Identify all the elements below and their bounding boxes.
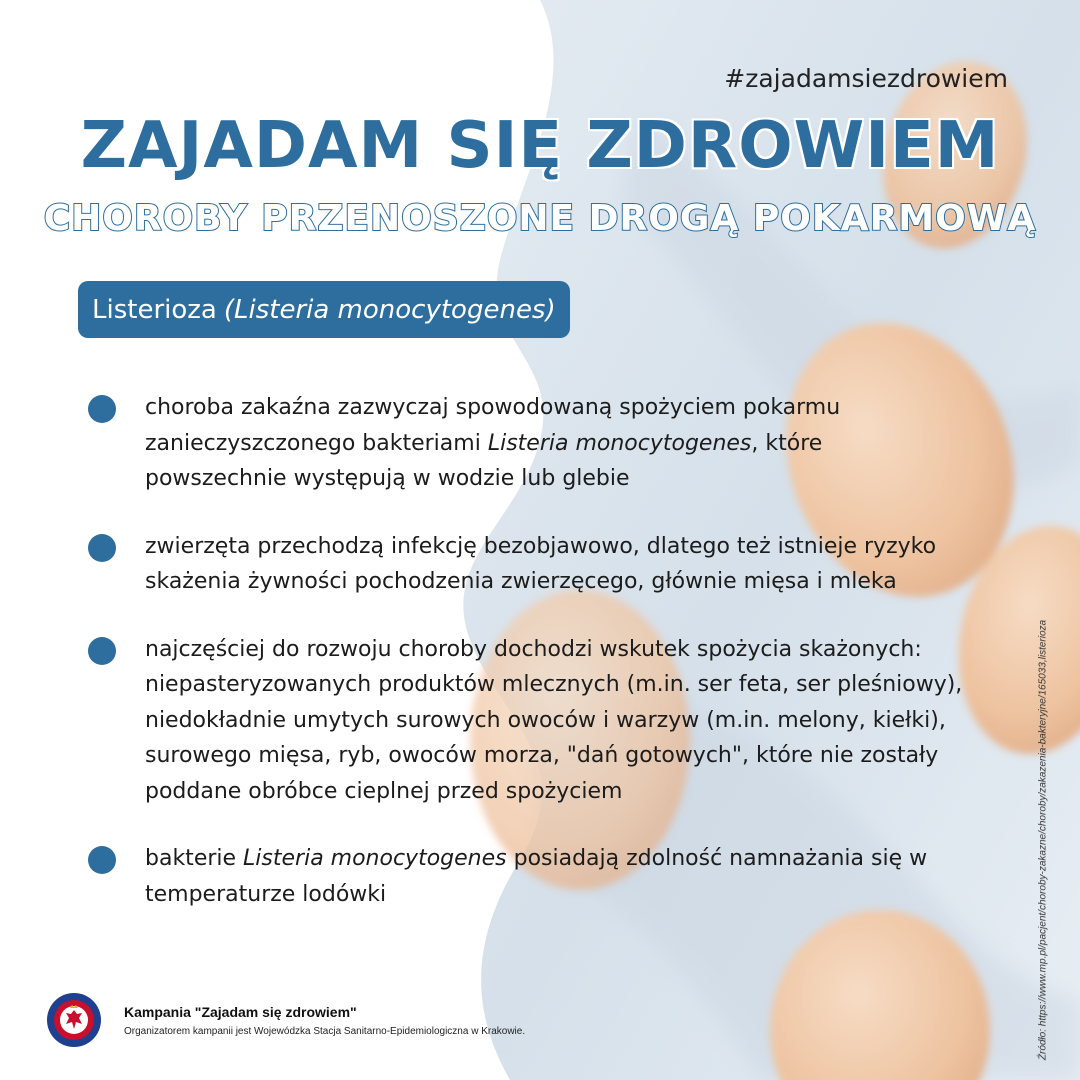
bullet-text: najczęściej do rozwoju choroby dochodzi wskutek spożycia skażonych: niepasteryzowanych produktów mlecznych (m.in. ser feta, ser pleśniowy), niedokładnie umytych surowych owoców i warzyw (m.in. melony, kiełki), surowego mięsa, ryb, owoców morza, "dań gotowych", które nie zostały poddane obróbce cieplnej przed spożyciem [145,636,963,804]
bullet-dot-icon [88,395,116,423]
bullet-list [88,390,968,912]
page-subtitle: CHOROBY PRZENOSZONE DROGĄ POKARMOWĄ [43,198,1037,239]
bullet-dot-icon [88,846,116,874]
footer-title: Kampania "Zajadam się zdrowiem" [124,1003,357,1020]
bullet-item [88,529,968,600]
bullet-italic-text: Listeria monocytogenes [243,846,507,871]
bullet-text: choroba zakaźna zazwyczaj spowodowaną spożyciem pokarmu zanieczyszczonego bakteriami [145,395,841,456]
sanepid-eagle-logo-icon [46,992,102,1048]
bullet-italic-text: Listeria monocytogenes [487,430,752,456]
topic-name: Listerioza [92,294,217,325]
hashtag: #zajadamsiezdrowiem [724,64,1008,93]
topic-latin-name: (Listeria monocytogenes) [223,294,556,325]
bullet-item [88,632,968,810]
topic-badge [78,281,570,338]
bullet-item [88,841,968,912]
footer [46,992,525,1048]
footer-subtitle: Organizatorem kampanii jest Wojewódzka Stacja Sanitarno-Epidemiologiczna w Krakowie. [124,1025,526,1037]
bullet-dot-icon [88,637,116,665]
bullet-text: posiadają zdolność namnażania się w temperaturze lodówki [145,846,928,907]
bullet-text: zwierzęta przechodzą infekcję bezobjawowo, dlatego też istnieje ryzyko skażenia żywności pochodzenia zwierzęcego, głównie mięsa i mleka [145,533,937,594]
bullet-item [88,390,968,497]
bullet-dot-icon [88,534,116,562]
bullet-text: , które powszechnie występują w wodzie lub glebie [145,430,823,491]
page-title: ZAJADAM SIĘ ZDROWIEM [80,109,1000,183]
bullet-text: bakterie [145,846,244,871]
source-note: Źródło: https://www.mp.pl/pacjent/choroby-zakazne/choroby/zakazenia-bakteryjne/165033,listerioza [1037,619,1049,1061]
